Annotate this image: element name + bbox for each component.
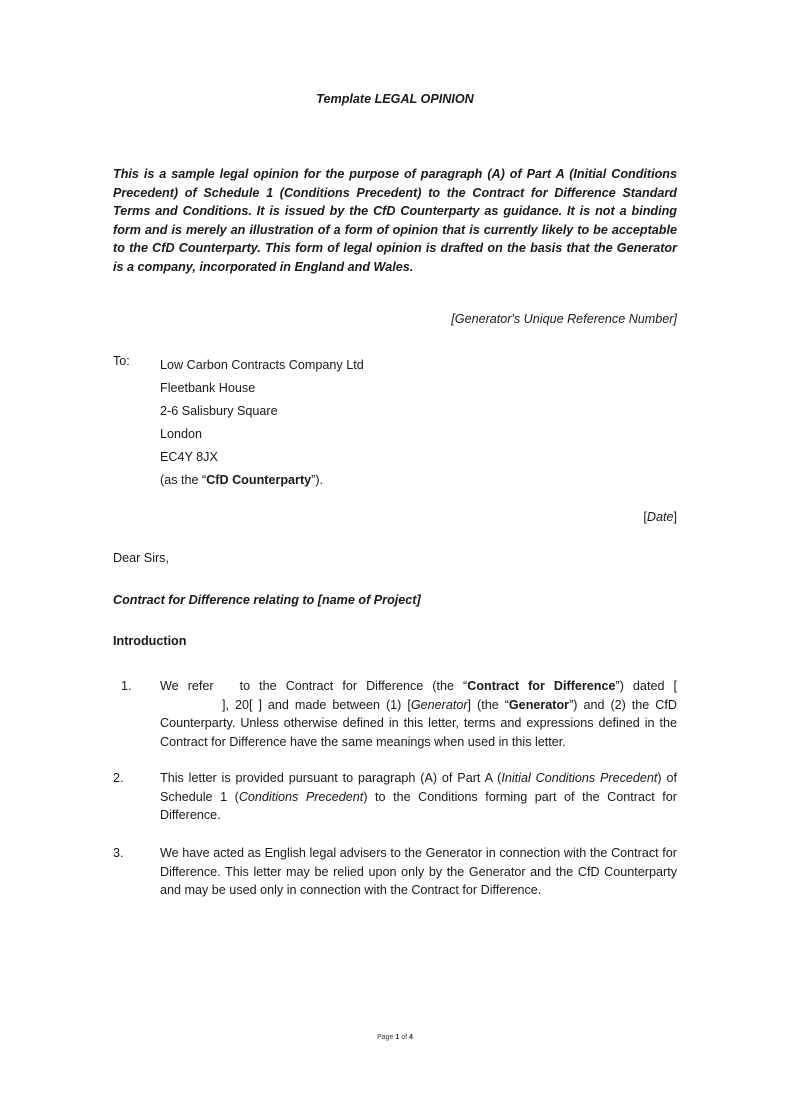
defined-term: CfD Counterparty	[206, 473, 312, 487]
section-heading: Introduction	[113, 634, 187, 648]
address-line: EC4Y 8JX	[160, 450, 218, 464]
to-label: To:	[113, 354, 130, 368]
intro-paragraph: This is a sample legal opinion for the purpose of paragraph (A) of Part A (Initial Conditions Precedent) of Schedule 1 (Conditions Precedent) to the Contract for Difference Standard Terms and Conditions. It is issued by the CfD Counterparty as guidance. It is not a binding form and is merely an illustration of a form of opinion that is currently likely to be acceptable to the CfD Counterparty. This form of legal opinion is drafted on the basis that the Generator is a company, incorporated in England and Wales.	[113, 167, 677, 274]
numbered-paragraph: We refer to the Contract for Difference (the “Contract for Difference”) dated [], 20[ ] and made between (1) [Generator] (the “Generator”) and (2) the CfD Counterparty. Unless otherwise defined in this letter, terms and expressions defined in the Contract for Difference have the same meanings when used in this letter.	[160, 679, 677, 749]
bracket: ]	[673, 312, 677, 326]
page-footer: Page 1 of 4	[377, 1034, 413, 1041]
address-line: London	[160, 427, 203, 441]
address-line: Low Carbon Contracts Company Ltd	[160, 358, 364, 372]
date-placeholder: [Date]	[643, 510, 677, 524]
page-total: 4	[409, 1034, 413, 1041]
numbered-paragraph: This letter is provided pursuant to paragraph (A) of Part A (Initial Conditions Precedent) of Schedule 1 (Conditions Precedent) to the Conditions forming part of the Contract for Difference.	[160, 771, 678, 823]
addressee-block	[160, 354, 364, 492]
reference-number	[451, 312, 677, 326]
item-number: 2.	[113, 771, 124, 785]
address-line: 2-6 Salisbury Square	[160, 404, 278, 418]
address-as-line: (as the “CfD Counterparty”).	[160, 473, 324, 487]
address-line: Fleetbank House	[160, 381, 256, 395]
salutation: Dear Sirs,	[113, 551, 169, 565]
page-number: 1	[395, 1034, 400, 1041]
item-number: 1.	[121, 679, 132, 693]
item-number: 3.	[113, 846, 124, 860]
numbered-paragraph: We have acted as English legal advisers to the Generator in connection with the Contract for Difference. This letter may be relied upon only by the Generator and the CfD Counterparty and may be used only in connection with the Contract for Difference.	[160, 846, 677, 898]
subject-line: Contract for Difference relating to [name of Project]	[113, 593, 421, 607]
reference-placeholder: Generator's Unique Reference Number	[454, 312, 674, 326]
bracket: [	[451, 312, 455, 326]
document-title: Template LEGAL OPINION	[316, 92, 474, 106]
